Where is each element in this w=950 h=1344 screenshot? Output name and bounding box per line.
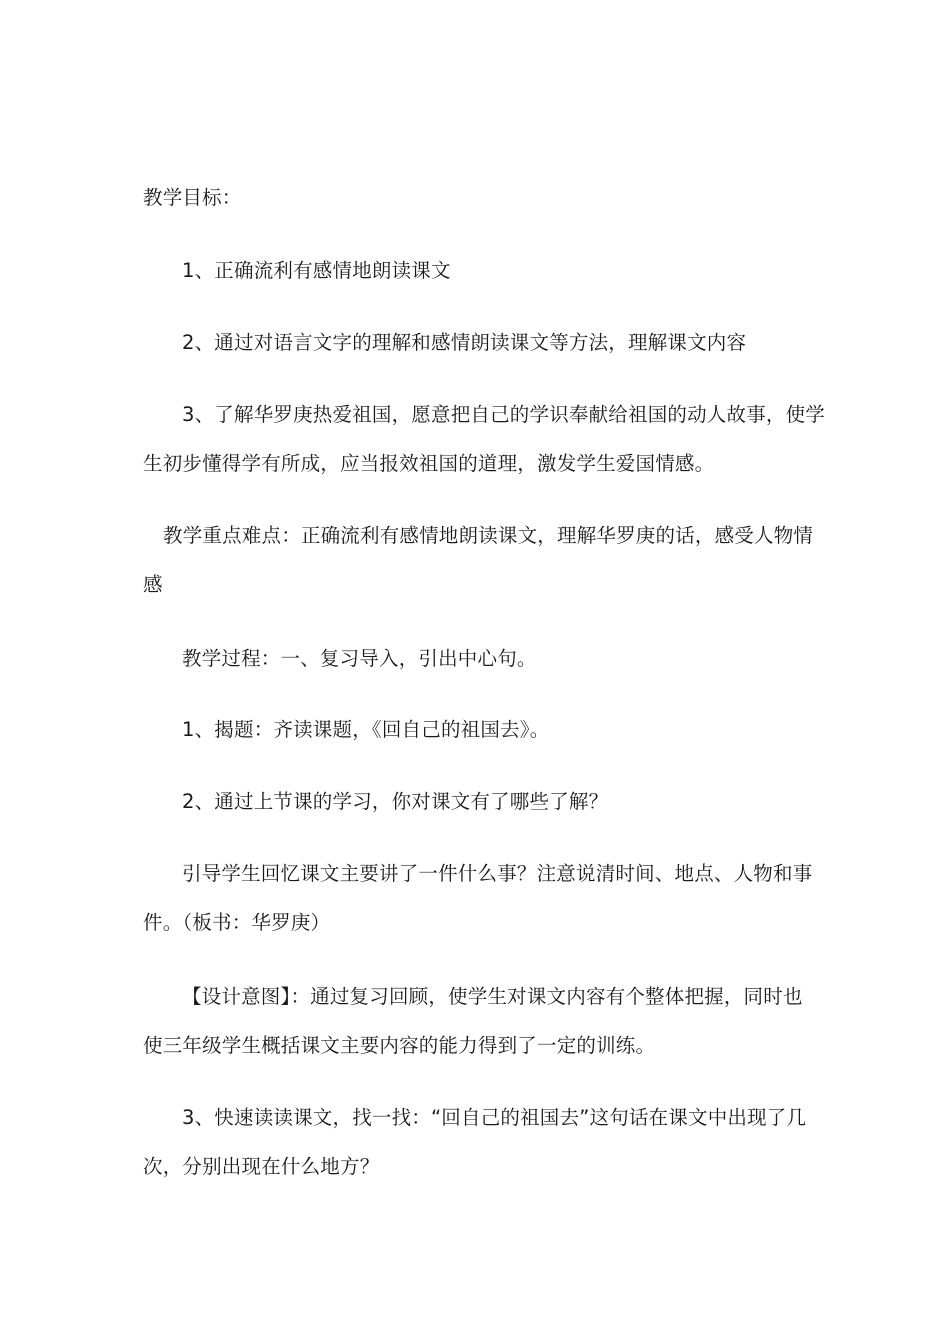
design-intent-line-1: 【设计意图】：通过复习回顾，使学生对课文内容有个整体把握，同时也 xyxy=(182,985,803,1008)
process-step-2: 2、通过上节课的学习，你对课文有了哪些了解？ xyxy=(182,790,609,813)
objective-item-1: 1、正确流利有感情地朗读课文 xyxy=(182,259,451,282)
objectives-heading: 教学目标： xyxy=(143,186,242,209)
process-heading: 教学过程：一、复习导入，引出中心句。 xyxy=(182,647,537,670)
key-points-line-2: 感 xyxy=(143,573,163,596)
process-step-3-line-1: 3、快速读读课文，找一找：“回自己的祖国去”这句话在课文中出现了几 xyxy=(182,1106,807,1129)
design-intent-line-2: 使三年级学生概括课文主要内容的能力得到了一定的训练。 xyxy=(143,1034,656,1057)
guide-line-2: 件。（板书：华罗庚） xyxy=(143,911,331,934)
key-points-line-1: 教学重点难点：正确流利有感情地朗读课文，理解华罗庚的话，感受人物情 xyxy=(163,524,814,547)
objective-item-3: 3、了解华罗庚热爱祖国，愿意把自己的学识奉献给祖国的动人故事，使学 xyxy=(182,403,826,426)
guide-line-1: 引导学生回忆课文主要讲了一件什么事？注意说清时间、地点、人物和事 xyxy=(182,862,813,885)
process-step-1: 1、揭题：齐读课题，《回自己的祖国去》。 xyxy=(182,718,550,741)
process-step-3-line-2: 次，分别出现在什么地方？ xyxy=(143,1155,380,1178)
objective-item-3-cont: 生初步懂得学有所成，应当报效祖国的道理，激发学生爱国情感。 xyxy=(143,452,715,475)
objective-item-2: 2、通过对语言文字的理解和感情朗读课文等方法，理解课文内容 xyxy=(182,331,747,354)
